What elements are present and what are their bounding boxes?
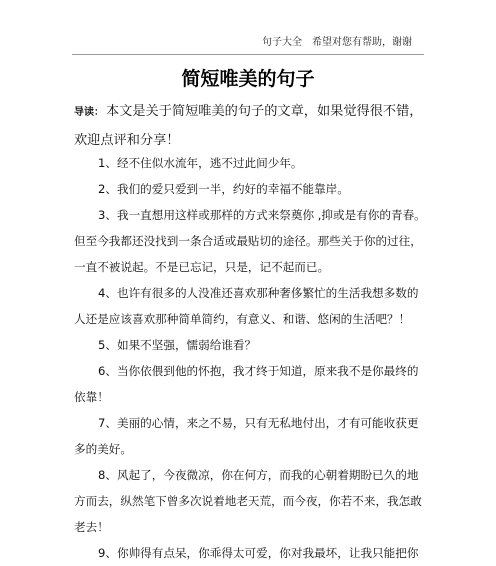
page-header xyxy=(0,33,496,55)
list-item: 6、当你依偎到他的怀抱，我才终于知道，原来我不是你最终的依靠！ xyxy=(74,364,419,404)
list-item: 9、你帅得有点呆，你乖得太可爱，你对我最坏，让我只能把你 xyxy=(98,546,419,560)
intro-text: 本文是关于简短唯美的句子的文章，如果觉得很不错，欢迎点评和分享！ xyxy=(74,104,423,148)
list-item: 1、经不住似水流年，逃不过此间少年。 xyxy=(98,156,303,170)
article-intro xyxy=(74,98,426,155)
list-item: 8、风起了，今夜微凉，你在何方，而我的心朝着期盼已久的地方而去，纵然笔下曾多次说着地老天荒，而今夜，你若不来，我怎敢老去！ xyxy=(74,468,422,534)
list-item: 7、美丽的心情，来之不易，只有无私地付出，才有可能收获更多的美好。 xyxy=(74,416,419,456)
list-item: 2、我们的爱只爱到一半，约好的幸福不能靠岸。 xyxy=(98,182,349,196)
header-text: 句子大全 希望对您有帮助，谢谢 xyxy=(262,37,412,48)
list-item: 5、如果不坚强，懦弱给谁看？ xyxy=(98,338,257,352)
list-item: 4、也许有很多的人没准还喜欢那种奢侈繁忙的生活我想多数的人还是应该喜欢那种简单简约，有意义、和谐、悠闲的生活吧？！ xyxy=(74,286,419,326)
list-item: 3、我一直想用这样或那样的方式来祭奠你 ,抑或是有你的青春。但至今我都还没找到一条合适或最贴切的途径。那些关于你的过往，一直不被说起。不是已忘记，只是，记不起而已。 xyxy=(74,208,426,274)
intro-label: 导读： xyxy=(74,107,104,118)
sentence-list xyxy=(74,150,426,566)
header-divider xyxy=(72,54,424,55)
article-title: 简短唯美的句子 xyxy=(181,68,315,90)
